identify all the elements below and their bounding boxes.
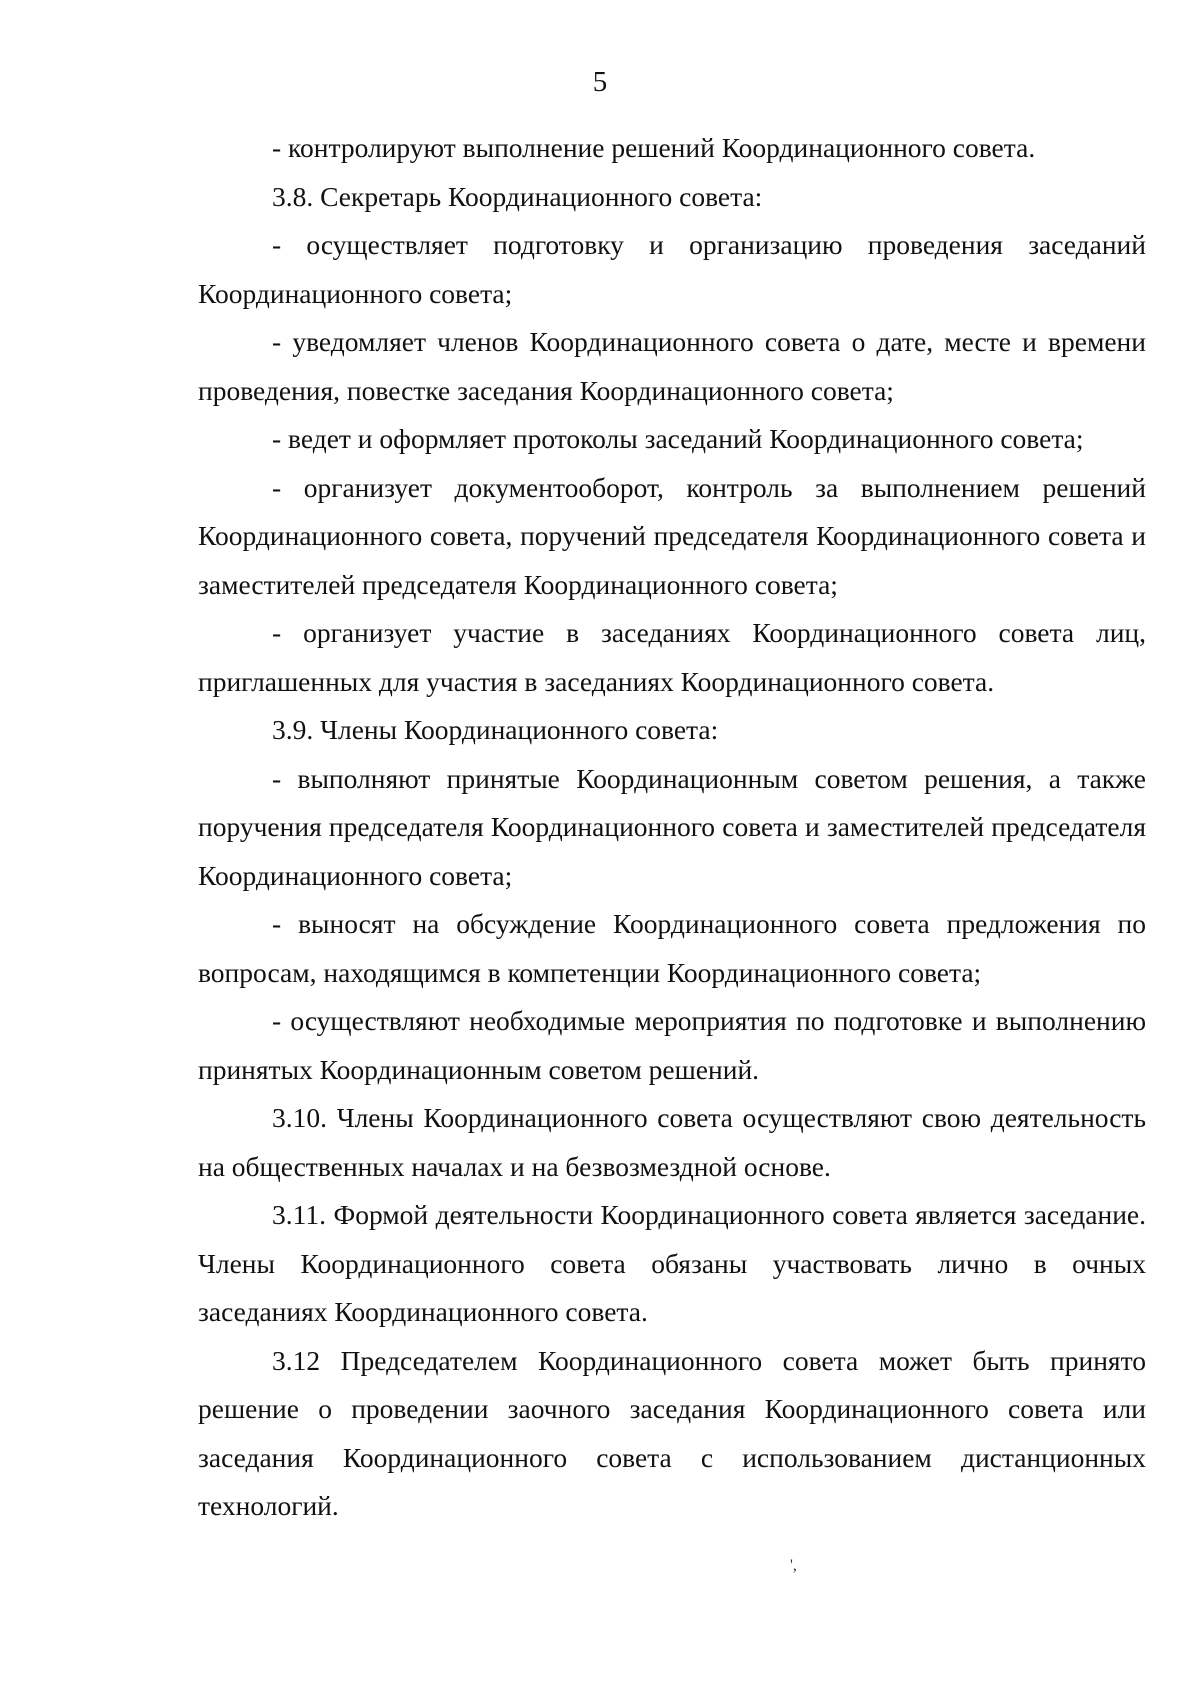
section-heading-3-9: 3.9. Члены Координационного совета:	[272, 714, 719, 745]
paragraph: - организует документооборот, контроль за выполнением решений Координационного совета, поручений председателя Координационного совета и заместителей председателя Координационного совета;	[198, 471, 1146, 600]
document-body	[198, 124, 1146, 1531]
paragraph: - выносят на обсуждение Координационного совета предложения по вопросам, находящимся в компетенции Координационного совета;	[198, 908, 1146, 988]
paragraph: - контролируют выполнение решений Координационного совета.	[272, 132, 1036, 163]
paragraph: - осуществляют необходимые мероприятия по подготовке и выполнению принятых Координационным советом решений.	[198, 1005, 1146, 1085]
paragraph: - выполняют принятые Координационным советом решения, а также поручения председателя Координационного совета и заместителей председателя Координационного совета;	[198, 762, 1146, 891]
clause-3-12: 3.12 Председателем Координационного совета может быть принято решение о проведении заочного заседания Координационного совета или заседания Координационного совета с использованием дистанционных технологий.	[198, 1344, 1146, 1521]
section-heading-3-8: 3.8. Секретарь Координационного совета:	[272, 180, 763, 212]
paragraph: - организует участие в заседаниях Координационного совета лиц, приглашенных для участия в заседаниях Координационного совета.	[198, 617, 1146, 697]
stray-mark: ',	[790, 1557, 797, 1574]
paragraph: - уведомляет членов Координационного совета о дате, месте и времени проведения, повестке заседания Координационного совета;	[198, 326, 1146, 406]
clause-3-11: 3.11. Формой деятельности Координационного совета является заседание. Члены Координационного совета обязаны участвовать лично в очных заседаниях Координационного совета.	[198, 1199, 1146, 1327]
paragraph: - осуществляет подготовку и организацию проведения заседаний Координационного совета;	[198, 229, 1146, 309]
clause-3-10: 3.10. Члены Координационного совета осуществляют свою деятельность на общественных началах и на безвозмездной основе.	[198, 1102, 1146, 1182]
paragraph: - ведет и оформляет протоколы заседаний Координационного совета;	[272, 423, 1084, 454]
page-number: 5	[592, 66, 608, 98]
